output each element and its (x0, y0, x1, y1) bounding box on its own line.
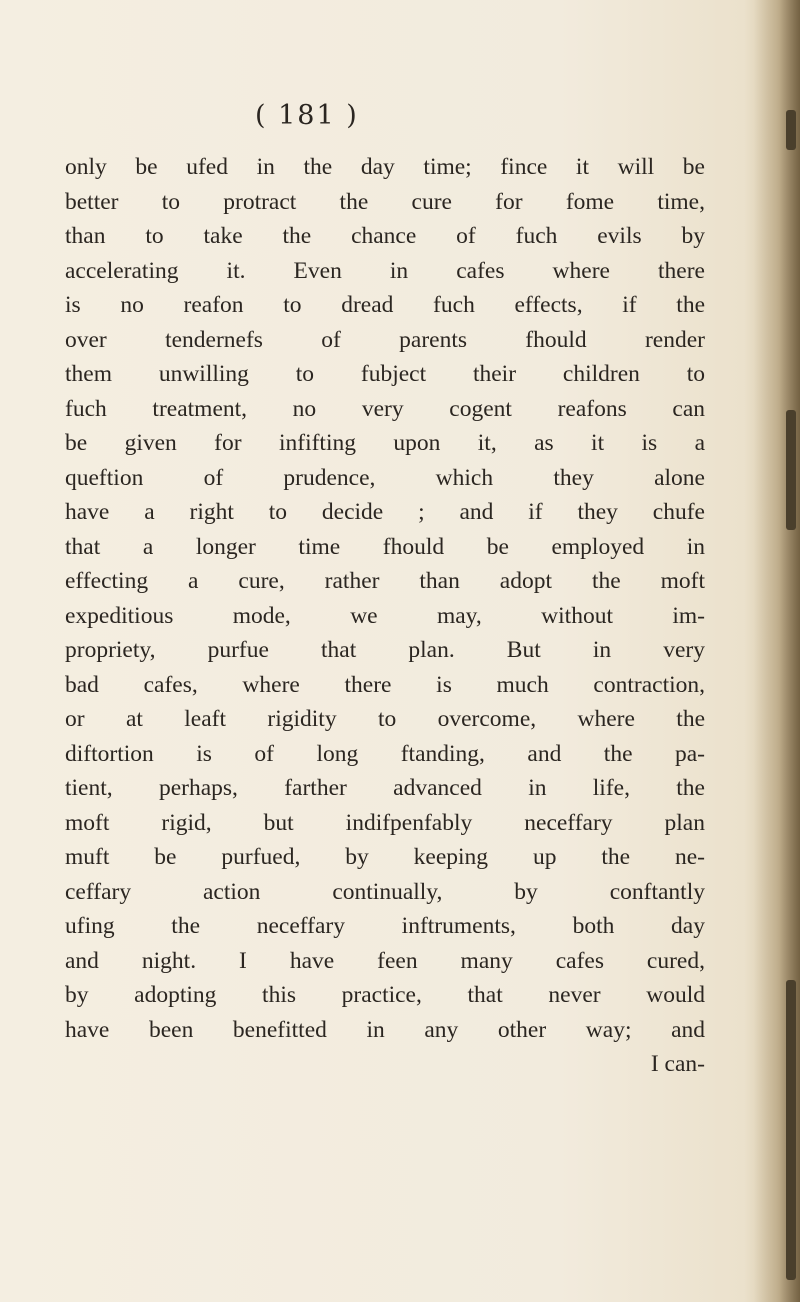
page-number: ( 181 ) (255, 100, 359, 131)
text-line: by adopting this practice, that never would (65, 982, 705, 1008)
text-line: fuch treatment, no very cogent reafons can (65, 395, 705, 422)
text-line: that a longer time fhould be employed in (65, 533, 705, 560)
text-line: tient, perhaps, farther advanced in life, the (65, 775, 705, 801)
text-line: have been benefitted in any other way; and (65, 1016, 705, 1043)
text-line: diftortion is of long ftanding, and the pa- (65, 740, 705, 767)
catchword: I can- (650, 1051, 705, 1077)
text-line: be given for infifting upon it, as it is a (65, 430, 705, 456)
body-text (65, 150, 705, 1082)
text-line: better to protract the cure for fome time, (65, 188, 705, 215)
text-line: bad cafes, where there is much contraction, (65, 671, 705, 698)
text-line: have a right to decide ; and if they chufe (65, 499, 705, 525)
binding-mark (786, 110, 796, 150)
text-line: only be ufed in the day time; fince it will be (65, 154, 705, 180)
text-line: them unwilling to fubject their children to (65, 361, 705, 387)
binding-mark (786, 980, 796, 1280)
text-line: moft rigid, but indifpenfably neceffary plan (65, 809, 705, 836)
text-line: than to take the chance of fuch evils by (65, 223, 705, 249)
text-line: or at leaft rigidity to overcome, where the (65, 706, 705, 732)
text-line: ceffary action continually, by conftantly (65, 878, 705, 905)
text-line: is no reafon to dread fuch effects, if the (65, 292, 705, 318)
binding-mark (786, 410, 796, 530)
text-line: over tendernefs of parents fhould render (65, 326, 705, 353)
text-line: ufing the neceffary inftruments, both day (65, 913, 705, 939)
text-line: accelerating it. Even in cafes where there (65, 257, 705, 284)
text-line: effecting a cure, rather than adopt the moft (65, 568, 705, 594)
text-line: and night. I have feen many cafes cured, (65, 947, 705, 974)
text-line: expeditious mode, we may, without im- (65, 602, 705, 629)
text-line: propriety, purfue that plan. But in very (65, 637, 705, 663)
text-line: queftion of prudence, which they alone (65, 464, 705, 491)
text-line: muft be purfued, by keeping up the ne- (65, 844, 705, 870)
